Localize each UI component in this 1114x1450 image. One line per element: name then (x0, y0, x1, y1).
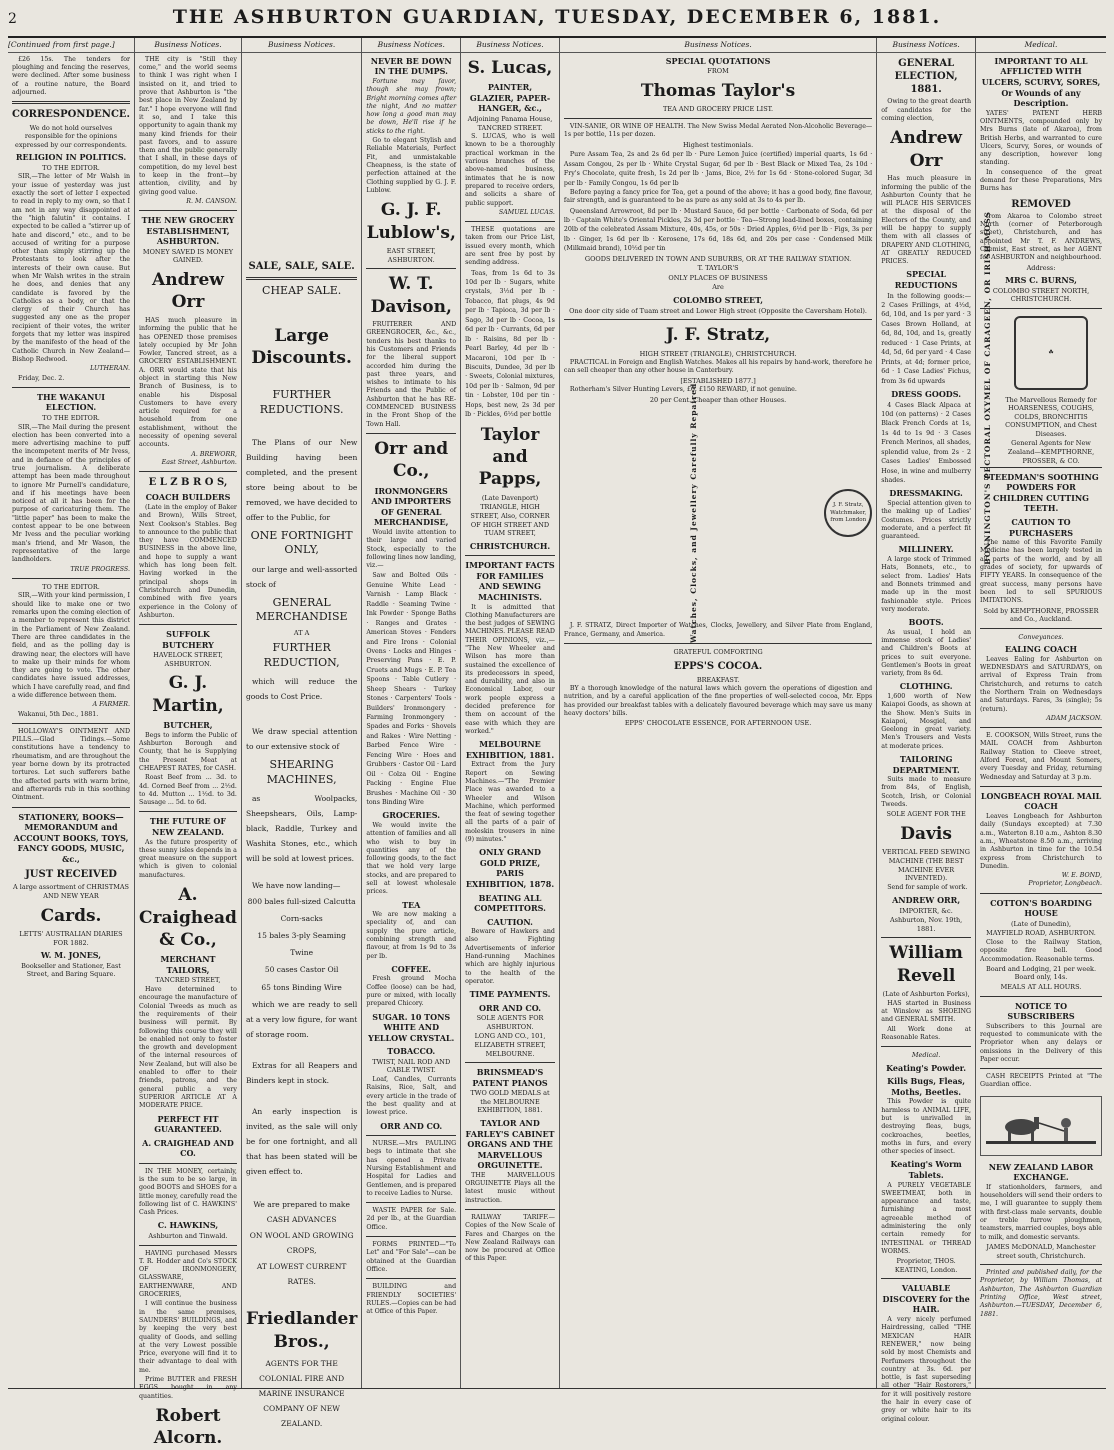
building-notice: BUILDING and FRIENDLY SOCIETIES' RULES.—Copies can be had at Office of this Paper. (366, 1283, 457, 1316)
special-quotations: SPECIAL QUOTATIONS (665, 55, 771, 66)
brinsmead-heading: BRINSMEAD'S PATENT PIANOS (472, 1067, 548, 1088)
jones-name: W. M. JONES, (40, 950, 102, 961)
never-heading: NEVER BE DOWN IN THE DUMPS. (370, 55, 452, 77)
stock-body: our large and well-assorted stock of (245, 564, 358, 589)
lucas-sub: PAINTER, GLAZIER, PAPER-HANGER, &c., (469, 82, 551, 114)
established: [ESTABLISHED 1877.] (680, 376, 756, 385)
special-body: In the following goods:— 2 Cases Frillings, at 4½d, 6d, 10d, and 1s per yard · 3 Cases Brown Holland, at 6d, 8d, 10d, and 1s, greatly reduced · 1 Case Prints, at 4d, 5d, 6d per yard · 4 Case Prints, at 4d; former price, 6d · 1 Case Ladies' Fichus, from 3s 6d upwards (881, 292, 972, 385)
watch-label: J. F. Stratz, Watchmaker, from London (830, 502, 867, 523)
notice-body: Subscribers to this Journal are requested to communicate with the Proprietor when any delays or omissions in the Delivery of this Paper occur. (980, 1022, 1103, 1063)
cottons-sub: (Late of Dunedin), (1010, 919, 1072, 928)
taylor-papps-address: TRIANGLE, HIGH STREET, Also, CORNER OF HIGH STREET AND TUAM STREET, (470, 503, 550, 538)
long-co: LONG AND CO., 101, ELIZABETH STREET, MELBOURNE. (474, 1032, 546, 1058)
remedy-agents: General Agents for New Zealand—KEMPTHORNE, PROSSER, & CO. (1007, 439, 1095, 465)
sole-agent: SOLE AGENT FOR THE (886, 810, 966, 819)
important-facts: IMPORTANT FACTS FOR FAMILIES AND SEWING MACHINISTS. (465, 560, 555, 602)
column-header: Medical. (976, 40, 1106, 53)
special-reductions: SPECIAL REDUCTIONS (894, 269, 958, 291)
plans-body: The Plans of our New Building having been completed, and the present store being about to be removed, we have decided to offer to the Public, for (245, 437, 358, 522)
from-label: FROM (707, 67, 729, 76)
breakfast: BREAKFAST. (696, 675, 740, 684)
groceries-heading: GROCERIES. (382, 810, 441, 821)
tea-price-list: TEA AND GROCERY PRICE LIST. (663, 105, 774, 114)
revell-sub: (Late of Ashburton Forks), (882, 990, 970, 999)
board-rates: Board and Lodging, 21 per week. Board only, 14s. (985, 964, 1097, 982)
removed-heading: REMOVED (1011, 198, 1071, 210)
at-a: AT A (293, 628, 310, 637)
dressmaking: DRESSMAKING. (889, 488, 963, 499)
further-reductions: FURTHER REDUCTIONS. (259, 388, 344, 416)
cost-body: which will reduce the goods to Cost Price. (245, 677, 358, 702)
stratz-importer: J. F. STRATZ, Direct Importer of Watches, Clocks, Jewellery, and Silver Plate from England, France, Germany, and America. (563, 622, 873, 638)
hodder-body: I will continue the business in the same premises, SAUNDERS' BUILDINGS, and by keeping the very best quality of Goods, and selling at the very Lowest possible Price, everyone will find it to their advantage to deal with me. (139, 1300, 237, 1374)
shearing-heading: SHEARING MACHINES, (266, 758, 337, 786)
testimonials: Highest testimonials. (683, 140, 754, 149)
cottons-address: MAYFIELD ROAD, ASHBURTON. (986, 929, 1096, 938)
never-verse: Fortune may favor, though she may frown; Bright morning comes after the night, And no matter how long a good man may be down, He'll rise if he sticks to the right. (366, 77, 457, 135)
bond-name: W. E. BOND, (1061, 872, 1103, 880)
t-taylor: T. TAYLOR'S (697, 264, 739, 273)
elz-name: E L Z B R O S, (148, 477, 228, 489)
davison-name: W. T. Davison, (370, 274, 452, 317)
letter-title: THE WAKANUI ELECTION. (37, 391, 105, 413)
landing-item: 15 bales 3-ply Seaming Twine (257, 931, 346, 957)
conveyances-header: Conveyances. (1018, 632, 1064, 641)
orr-signature: ANDREW ORR, (892, 894, 961, 905)
tobacco-sub: TWIST, NAIL ROD AND CABLE TWIST. (372, 1057, 451, 1075)
price-list: Teas, from 1s 6d to 3s 10d per lb · Sugars, white crystals, 3½d per lb · Tobacco, flat plugs, 4s 9d per lb · Tapioca, 3d per lb · Sago, 3d per lb · Cocoa, 1s 6d per lb · Currants, 6d per lb · Raisins, 8d per lb · Pearl Barley, 4d per lb · Macaroni, 10d per lb · Biscuits, Dundee, 3d per lb · Sweets, Colonial mixtures, 10d per lb · Salmon, 9d per tin · Lobster, 10d per tin · Hops, best new, 2s 3d per lb · Pickles, 6½d per bottle (465, 269, 555, 419)
craighead-name: A. Craighead & Co., (139, 885, 237, 950)
letter-date: Friday, Dec. 2. (18, 374, 65, 382)
fancy-price-note: Before paying a fancy price for Tea, get a pound of the above; it has a good body, fine flavour, fair strength, and is guaranteed to be as pure as any sold at 3s to 4s per lb. (563, 188, 873, 205)
valuable-discovery: VALUABLE DISCOVERY for the HAIR. (882, 1283, 970, 1315)
worm-tablets: Keating's Worm Tablets. (890, 1159, 962, 1181)
column-header: Business Notices. (135, 40, 241, 53)
orr-address: East Street, Ashburton. (161, 458, 237, 466)
stationery-heading: STATIONERY, BOOKS—MEMORANDUM and ACCOUNT BOOKS, TOYS, FANCY GOODS, MUSIC, &c., (13, 811, 129, 864)
column-header: Business Notices. (242, 40, 361, 53)
send-sample: Send for sample of work. (887, 883, 968, 891)
lead-text: £26 15s. The tenders for ploughing and fencing the reserves, were declined. After some business of a routine nature, the Board adjourned. (12, 55, 131, 97)
letter-body: SIR,—With your kind permission, I should like to make one or two remarks upon the coming election of a member to represent this district in the Parliament of New Zealand. There are three candidates in the field, and as the polling day is drawing near, the electors will have to make up their minds for whom they are going to vote. The other candidates have issued addresses, which I have carefully read, and find a wide difference between them. (12, 592, 131, 699)
taylor-prices-2: Queensland Arrowroot, 8d per lb · Mustard Sauce, 6d per bottle · Carbonate of Soda, 6d per lb · Captain White's Oriental Pickles, 2s 3d per bottle · Tea—Strong lead-lined boxes, containing 20lb of the celebrated Assam Mixture, 40s, 45s, or 50s · Dried Apples, 6½d per lb · Figs, 3s per lb · Ginger, 1s 6d per lb · Kerosene, 17s 6d, 18s 6d, and 20s per case · Condensed Milk (Milkmaid brand), 10½d per tin (563, 207, 873, 253)
burns-address: COLOMBO STREET NORTH, CHRISTCHURCH. (992, 286, 1090, 304)
letter-to: TO THE EDITOR. (42, 413, 100, 422)
labor-exchange-engraving (980, 1096, 1102, 1156)
martin-sub: BUTCHER, (163, 720, 213, 731)
grocery-heading: THE NEW GROCERY ESTABLISHMENT, ASHBURTON. (141, 215, 235, 247)
labor-exchange: NEW ZEALAND LABOR EXCHANGE. (988, 1161, 1094, 1183)
boots-body: As usual, I hold an immense stock of Ladies' and Children's Boots at prices to suit everyone. Gentlemen's Boots in great variety, from 8s 6d. (881, 628, 972, 678)
taylor-papps-sub: (Late Davenport) (481, 493, 539, 502)
orr-name: Andrew Orr (152, 270, 224, 313)
adam-jackson: ADAM JACKSON. (1046, 714, 1103, 722)
goods-delivered: GOODS DELIVERED IN TOWN AND SUBURBS, OR AT THE RAILWAY STATION. (584, 254, 852, 263)
mcdonald: JAMES McDONALD, Manchester street south, Christchurch. (986, 1242, 1096, 1260)
are-label: Are (712, 283, 724, 292)
woolpacks-body: as Woolpacks, Sheepshears, Oils, Lamp-black, Raddle, Turkey and Washita Stones, etc., which will be sold at lowest prices. (245, 794, 358, 864)
letter-title: RELIGION IN POLITICS. (15, 152, 127, 163)
craighead-signature: A. CRAIGHEAD AND CO. (142, 1137, 234, 1159)
cards-heading: Cards. (40, 905, 102, 926)
stratz-address: HIGH STREET (TRIANGLE), CHRISTCHURCH. (639, 349, 797, 358)
millinery: MILLINERY. (898, 544, 954, 555)
cottons-body: Close to the Railway Station, opposite fire bell. Good Accommodation. Reasonable terms. (980, 938, 1103, 963)
landing-item: 800 bales full-sized Calcutta Corn-sacks (247, 897, 356, 923)
important-body: It is admitted that Clothing Manufacturers are the best judges of SEWING MACHINES. PLEASE READ THEIR OPINIONS, viz.,— "The New Wheeler and Wilson has more than sustained the excellence of its predecessors in speed, and durability, and also in Economical Labor, our work people express a decided preference for them on account of the ease with which they are worked." (465, 603, 555, 735)
letter-signature: A FARMER. (92, 701, 131, 709)
orr-date: Ashburton, Nov. 19th, 1881. (889, 916, 963, 933)
worm-body: A PURELY VEGETABLE SWEETMEAT, both in appearance and taste, furnishing a most agreeable method of administering the only certain remedy for INTESTINAL or THREAD WORMS. (881, 1181, 972, 1255)
millinery-body: A large stock of Trimmed Hats, Bonnets, etc., to select from. Ladies' Hats and Bonnets trimmed and made up in the most fashionable style. Prices very moderate. (881, 556, 972, 613)
insurance-agents: AGENTS FOR THE COLONIAL FIRE AND MARINE INSURANCE COMPANY OF NEW ZEALAND. (258, 1359, 345, 1429)
craighead-body: Have determined to encourage the manufacture of Colonial Tweeds as much as the requirements of their business will permit. By following this course they will be enabled not only to foster the growth and development of the internal resources of New Zealand, but will also be enabled to offer to their friends, patrons, and the general public a very SUPERIOR ARTICLE AT A MODERATE PRICE. (139, 986, 237, 1110)
hawkins-body: IN THE MONEY, certainly, is the sum to be so large, in good BOOTS and SHOES for a little money, carefully read the following list of C. HAWKINS' Cash Prices. (139, 1167, 237, 1217)
elz-body: (Late in the employ of Baker and Brown), Wills Street, Next Cookson's Stables. Beg to announce to the public that they have COMMENCED BUSINESS in the above line, and hope to supply a want which has long been felt. Having worked in the principal shops in Christchurch and Dunedin, combined with five years experience in the Colony of Ashburton. (139, 503, 237, 619)
dressmaking-body: Special attention given to the making up of Ladies' Costumes. Prices strictly moderate, and a perfect fit guaranteed. (881, 499, 972, 541)
taylor-papps-city: CHRISTCHURCH. (469, 540, 551, 551)
letter-signature: TRUE PROGRESS. (70, 565, 131, 573)
stratz-side-text: Watches, Clocks, and Jewellery Carefully Repaired (689, 383, 699, 644)
dress-body: 4 Cases Black Alpaca at 10d (on patterns) · 2 Cases Black French Cords at 1s, 1s 4d to 1s 9d · 3 Cases French Merinos, all shades, splendid value, from 2s · 2 Cases Ladies' Embossed Hose, in wine and mulberry shades. (881, 401, 972, 484)
orr-co-agents: ORR AND CO. (479, 1002, 541, 1013)
current-rates: AT LOWEST CURRENT RATES. (256, 1262, 347, 1287)
holloway-notice: HOLLOWAY'S OINTMENT AND PILLS.—Glad Tidings.—Some constitutions have a tendency to rheumatism, and are throughout the year borne down by its protracted tortures. Let such sufferers bathe the affected parts with warm brine, and afterwards rub in this soothing Ointment. (12, 727, 131, 802)
landing-heading: We have now landing— (251, 881, 341, 891)
epps-cocoa: EPPS'S COCOA. (673, 661, 763, 673)
tailoring-body: Suits made to measure from 84s, of English, Scotch, Irish, or Colonial Tweeds. (881, 776, 972, 809)
tobacco-body: Loaf, Candles, Currants Raisins, Rice, Salt, and every article in the trade of the best quality and at lowest price. (366, 1076, 457, 1117)
future-body: As the future prosperity of these sunny isles depends in a great measure on the support which is given to colonial manufactures. (139, 838, 237, 879)
xmas-text: A large assortment of CHRISTMAS AND NEW YEAR (12, 883, 130, 901)
orr-body: HAS much pleasure in informing the public that he has OPENED those premises lately occupied by Mr John Fowler, Tancred street, as a GROCERY ESTABLISHMENT. A. ORR would state that his object in starting this New Branch of Business, is to enable his Disposal Customers to have every article required for a household from one establishment, without the necessity of opening several accounts. (139, 316, 237, 449)
tea-body: We are now making a speciality of, and can supply the pure article, combining strength and flavour, at from 1s 9d to 3s per lb. (366, 911, 457, 960)
hawkins-name: C. HAWKINS, (157, 1220, 219, 1231)
column-header: [Continued from first page.] (8, 40, 134, 53)
colombo-street: COLOMBO STREET, (673, 295, 764, 306)
dress-goods: DRESS GOODS. (891, 388, 962, 399)
lublow-name: G. J. F. Lublow's, (366, 200, 456, 243)
revell-name: William Revell (889, 943, 963, 986)
consequence-body: In consequence of the great demand for these Preparations, Mrs Burns has (980, 168, 1103, 193)
organs-heading: TAYLOR AND FARLEY'S CABINET ORGANS AND THE MARVELLOUS ORGUINETTE. (465, 1118, 555, 1171)
longbeach-body: Leaves Longbeach for Ashburton daily (Sundays excepted) at 7.30 a.m., Waterton 8.10 a.m., Ashton 8.30 a.m., Wheatstone 8.50 a.m., arriving in Ashburton in time for the 10.54 express from Christchurch to Dunedin. (980, 813, 1103, 870)
coffee-heading: COFFEE. (391, 963, 432, 974)
column-4 (362, 38, 461, 1388)
canson-notice: THE city is "Still they come," and the world seems to think I was right when I insisted on it, and tried to prove that Ashburton is "the best place in New Zealand by far." I hope everyone will find it so, and I take this opportunity to again thank my many kind friends for their past favors, and to assure them and the public generally that I shall, in these days of competition, do my level best to keep in the front—by attention, civility, and by giving good value. (139, 55, 237, 196)
valuable-body: A very nicely perfumed Hairdressing, called "THE MEXICAN HAIR RENEWER," now being sold by most Chemists and Perfumers throughout the country at 3s. 6d. per bottle, is fast superseding all other "Hair Restorers," for it will positively restore the hair in every case of grey or white hair to its original colour. (881, 1316, 972, 1423)
tobacco-heading: TOBACCO. (387, 1046, 436, 1057)
orr-body: Has much pleasure in informing the public of the Ashburton County that he will PLACE HIS SERVICES at the disposal of the Electors of the County, and will be happy to supply them with all classes of DRAPERY AND CLOTHING, AT GREATLY REDUCED PRICES. (881, 175, 972, 266)
advances: We are prepared to make CASH ADVANCES (253, 1200, 350, 1225)
perfect-fit: PERFECT FIT GUARANTEED. (154, 1113, 222, 1135)
imprint: Printed and published daily, for the Proprietor, by William Thomas, at Ashburton, The Ashburton Guardian Printing Office, West street, Ashburton.—TUESDAY, December 6, 1881. (980, 1269, 1103, 1318)
caution-body: The name of this Favorite Family Medicine has been largely tested in all parts of the world, and by all grades of society, for upwards of FIFTY YEARS. In consequence of the great success, many persons have been led to sell SPURIOUS IMITATIONS. (980, 539, 1103, 605)
orr-co-body: Would invite attention to their large and varied Stock, especially to the following lines now landing, viz.— (366, 528, 457, 570)
lucas-signature: SAMUEL LUCAS. (498, 208, 555, 216)
tailoring: TAILORING DEPARTMENT. (892, 754, 960, 775)
worm-proprietor: Proprietor, THOS. KEATING, London. (894, 1257, 958, 1274)
sole-agents: SOLE AGENTS FOR ASHBURTON. (476, 1014, 544, 1031)
clothing-body: 1,600 worth of New Kaiapoi Goods, as shown at the Show. Men's Suits in Kaiapoi, Mosgiel, and Geelong in great variety. Men's Trousers and Vests at moderate prices. (881, 692, 972, 750)
revell-body-2: All Work done at Reasonable Rates. (881, 1025, 972, 1041)
hodder-heading: HAVING purchased Messrs T. R. Hodder and Co's STOCK OF IRONMONGERY, GLASSWARE, EARTHENWARE, AND GROCERIES, (139, 1249, 237, 1299)
nurse-notice: NURSE.—Mrs PAULING begs to intimate that she has opened a Private Nursing Establishment and Hospital for Ladies and Gentlemen, and is prepared to receive Ladies to Nurse. (366, 1140, 457, 1197)
landing-item: 65 tons Binding Wire (261, 982, 342, 992)
letter-body: SIR,—The letter of Mr Walsh in your issue of yesterday was just exactly the sort of letter I expected to read in reply to my own, so that I am not in any way disappointed at the "high falutin" it contains. I expected to be called a "stirrer up of hate and discord," etc., and to be accused of writing for a purpose other than simply stirring up the Protestants to look after the interests of their own cause. But when Mr Walsh writes in the strain he does, and denies that any candidate is favored by the Catholics as a body, or that the clergy of their Church has suggested any one as the proper recipient of their votes, the writer forgets that my letter was inspired by the manifesto of the head of the Catholic Church in New Zealand—Bishop Redwood. (12, 173, 131, 363)
sugar-heading: SUGAR. 10 TONS WHITE AND YELLOW CRYSTAL. (368, 1011, 455, 1043)
lucas-address: Adjoining Panama House, TANCRED STREET. (467, 114, 553, 132)
davis-sub: VERTICAL FEED SEWING MACHINE (THE BEST MACHINE EVER INVENTED). (882, 848, 970, 883)
attention-body: We draw special attention to our extensive stock of (245, 727, 358, 752)
yates-body: YATES' PATENT HERB OINTMENTS, compounded only by Mrs Burns (late of Akaroa), from British Herbs, and warranted to cure Ulcers, Scurvy, Sores, or wounds of any description, however long standing. (980, 109, 1103, 167)
craighead-sub: MERCHANT TAILORS, (160, 954, 216, 975)
cookson-notice: E. COOKSON, Wills Street, runs the MAIL COACH from Ashburton Railway Station to Cleeve street, Alford Forest, and Mount Somers, every Tuesday and Friday, returning Wednesday and Saturday at 3 p.m. (980, 732, 1103, 781)
only-places: ONLY PLACES OF BUSINESS (668, 273, 768, 282)
orr-co-list: Saw and Bolted Oils · Genuine White Lead · Varnish · Lamp Black · Raddle · Seaming Twine · Ink Powder · Sponge Baths · Ranges and Grates · American Stoves · Fenders and Fire Irons · Colonial Ovens · Locks and Hinges · Preserving Pans · E. P. Cruets and Mugs · E. P. Tea Spoons · Table Cutlery · Sheep Shears · Turkey Stones · Carpenters' Tools · Builders' Ironmongery · Farming Ironmongery · Spades and Forks · Shovels and Rakes · Wire Netting · Barbed Fence Wire · Fencing Wire · Hoes and Grubbers · Castor Oil · Lard Oil · Colza Oil · Engine Packing · Engine Flue Brushes · Machine Oil · 30 tons Binding Wire (366, 572, 457, 806)
extras-body: Extras for all Reapers and Binders kept in stock. (245, 1061, 358, 1086)
lublow-address: EAST STREET, ASHBURTON. (386, 247, 436, 264)
orr-signature: A. BREWORR, (191, 450, 237, 458)
grateful: GRATEFUL COMFORTING (673, 647, 763, 656)
butter-eggs: Prime BUTTER and FRESH EGGS bought in any quantities. (139, 1376, 237, 1400)
column-7 (877, 38, 976, 1423)
melbourne-body: Extract from the Jury Report on Sewing Machines.—"The Premier Place was awarded to a Wheeler and Wilson Machine, which performed the feat of sewing together all the parts of a pair of moleskin trousers in nine (9) minutes." (465, 761, 555, 844)
bond-sub: Proprietor, Longbeach. (1028, 880, 1103, 888)
just-received: JUST RECEIVED (25, 869, 117, 881)
wool-crops: ON WOOL AND GROWING CROPS, (249, 1231, 354, 1256)
epps-chocolate: EPPS' CHOCOLATE ESSENCE, FOR AFTERNOON USE. (624, 719, 812, 728)
pocket-watch-icon (824, 489, 872, 537)
orr-name: Andrew Orr (890, 128, 963, 171)
martin-prices: Roast Beef from ... 3d. to 4d. Corned Beef from ... 2½d. to 4d. Mutton ... 1½d. to 3d. Sausage ... 5d. to 6d. (139, 774, 237, 807)
epps-body: BY a thorough knowledge of the natural laws which govern the operations of digestion and nutrition, and by a careful application of the fine properties of well-selected cocoa, Mr. Epps has provided our breakfast tables with a delicately flavoured beverage which may save us many heavy doctors' bills. (563, 685, 873, 718)
disclaimer: We do not hold ourselves responsible for the opinions expressed by our correspondents. (15, 123, 127, 149)
groceries-body: We would invite the attention of families and all who wish to buy in quantities any of the following goods, to the fact that we hold very large stocks, and are prepared to sell at lowest wholesale prices. (366, 821, 457, 896)
longbeach-coach: LONGBEACH ROYAL MAIL COACH (980, 790, 1102, 812)
bonnington-side-text: BONNINGTON'S PECTORAL OXYMEL OF CARAGEEN, OR IRISH MOSS (983, 211, 993, 565)
stratz-body: PRACTICAL in Foreign and English Watches. Makes all his repairs by hand-work, therefore he can sell cheaper than any other house in Canterbury. (563, 359, 873, 375)
page-title: THE ASHBURTON GUARDIAN, TUESDAY, DECEMBER 6, 1881. (172, 6, 942, 28)
marvellous-remedy: The Marvellous Remedy for HOARSENESS, COUGHS, COLDS, BRONCHITIS CONSUMPTION, and Chest Diseases. (1005, 395, 1097, 438)
orr-co-signature: ORR AND CO. (380, 1120, 443, 1131)
caution-heading: CAUTION. (487, 916, 533, 927)
ealing-coach: EALING COACH (1004, 644, 1078, 655)
rotherham: Rotherham's Silver Hunting Levers, £6. £150 REWARD, if not genuine. (569, 386, 797, 394)
election-heading: GENERAL ELECTION, 1881. (894, 57, 958, 96)
cheap-sale: CHEAP SALE. (262, 284, 342, 298)
thomas-taylor-name: Thomas Taylor's (640, 81, 796, 102)
election-body: Owing to the great dearth of candidates for the coming election, (881, 98, 972, 123)
davison-body: FRUITERER AND GREENGROCER, &c., &c., tenders his best thanks to his Customers and Friends for the liberal support accorded him during the past three years, and wishes to intimate to his Friends and the Public of Ashburton that he has RE-COMMENCED BUSINESS in the Front Shop of the Town Hall. (366, 321, 457, 428)
lucas-name: S. Lucas, (467, 57, 553, 78)
martin-name: G. J. Martin, (152, 673, 224, 716)
friedlander-name: Friedlander Bros., (245, 1309, 358, 1352)
notice-subscribers: NOTICE TO SUBSCRIBERS (1007, 1000, 1075, 1022)
beating-all: BEATING ALL COMPETITORS. (474, 892, 546, 914)
letter-body: SIR,—The Mail during the present election has been converted into a mere advertising machine to puff the incompetent merits of Mr Ivess, and in defiance of the principles of true journalism. A deliberate attempt has been made throughout to ignore Mr Purnell's candidature, and if his meetings have been noticed at all it has been for the purpose of caricaturing them. The "little paper" has been to make the contest appear to be one between Mr Ivess and the peculiar working man's friend, and Mr Wason, the representative of the large landholders. (12, 423, 131, 564)
column-8 (976, 38, 1106, 1388)
never-body: Go to elegant Stylish and Reliable Materials, Perfect Fit, and unmistakable Cheapness, is the state of perfection attained at the Clothing supplied by G. J. F. Lublow. (366, 137, 457, 194)
sale-heading: SALE, SALE, SALE. (248, 260, 355, 272)
brinsmead-sub: TWO GOLD MEDALS at the MELBOURNE EXHIBITION, 1881. (470, 1089, 550, 1115)
suffolk-address: HAVELOCK STREET, ASHBURTON. (153, 651, 223, 668)
column-header: Business Notices. (560, 40, 876, 53)
column-header: Business Notices. (362, 40, 460, 53)
keatings-body: This Powder is quite harmless to ANIMAL LIFE, but is unrivalled in destroying fleas, bugs, cockroaches, beetles, moths in furs, and every other species of insect. (881, 1098, 972, 1156)
fortnight: ONE FORTNIGHT ONLY, (250, 528, 353, 557)
taylor-papps-name: Taylor and Papps, (478, 424, 542, 490)
colombo-body: One door city side of Tuam street and Lower High street (Opposite the Caversham Hotel). (569, 306, 867, 315)
time-payments: TIME PAYMENTS. (469, 989, 551, 1000)
page-number: 2 (8, 11, 17, 27)
cash-receipts: CASH RECEIPTS Printed at "The Guardian office. (980, 1073, 1103, 1089)
letter-signature: LUTHERAN. (90, 365, 131, 373)
elz-sub: COACH BUILDERS (145, 492, 231, 503)
orr-co-sub: IRONMONGERS AND IMPORTERS OF GENERAL MERCHANDISE, (371, 485, 452, 528)
hawkins-address: Ashburton and Tinwald. (148, 1232, 228, 1241)
almanacs: LETTS' AUSTRALIAN DIARIES FOR 1882. (19, 930, 123, 947)
column-1 (8, 38, 135, 1388)
columns (8, 38, 1106, 1449)
inspection-body: An early inspection is invited, as the sale will only be for one fortnight, and all that has been stated will be given effect to. (245, 1107, 358, 1177)
alcorn-name: Robert Alcorn. (153, 1405, 223, 1449)
column-header: Business Notices. (461, 40, 559, 53)
craighead-address: TANCRED STREET, (155, 976, 221, 985)
column-5 (461, 38, 560, 1388)
meals: MEALS AT ALL HOURS. (1000, 983, 1082, 991)
removed-body: from Akaroa to Colombo street North (corner of Peterborough street), Christchurch, and has appointed Mr T. F. ANDREWS, Chemist, East street, as her AGENT for ASHBURTON and neighbourhood. (980, 212, 1103, 262)
letter-to: TO THE EDITOR. (42, 163, 100, 172)
waste-paper-notice: WASTE PAPER for Sale. 2d per lb., at the Guardian Office. (366, 1207, 457, 1231)
suffolk-heading: SUFFOLK BUTCHERY (162, 629, 214, 650)
caution-purchasers: CAUTION TO PURCHASERS (1008, 517, 1074, 538)
jones-address: Bookseller and Stationer, East Street, and Baring Square. (21, 961, 121, 979)
letter-to: TO THE EDITOR. (42, 582, 100, 591)
future-heading: THE FUTURE OF NEW ZEALAND. (149, 816, 227, 838)
steedman-sold: Sold by KEMPTHORNE, PROSSER and Co., Auckland. (983, 606, 1099, 624)
labor-body: If stationholders, farmers, and householders will send their orders to me, I will guarantee to supply them with first-class male servants, double or treble furrow ploughmen, teamsters, married couples, boys able to milk, and domestic servants. (980, 1183, 1103, 1241)
ealing-body: Leaves Ealing for Ashburton on WEDNESDAYS and SATURDAYS, on arrival of Express Train from Christchurch, and returns to catch the Northern Train on Wednesdays and Saturdays. Fares, 3s (single); 5s (return). (980, 655, 1103, 713)
column-header: Business Notices. (877, 40, 975, 53)
column-3 (242, 38, 362, 1429)
caution-body: Beware of Hawkers and also Fighting Advertisements of inferior Hand-running Machines which are highly injurious to the health of the operator. (465, 928, 555, 985)
taylor-prices: Pure Assam Tea, 2s and 2s 6d per lb · Pure Lemon Juice (certified) imperial quarts, 1s 6d · Assam Congou, 2s per lb · White Crystal Sugar, 6d per lb · Best Black or Mixed Tea, 2s 10d · Fry's Chocolate, quite fresh, 1s 2d per lb · Jams, Bice, 2½ for 1s 6d · Stone-colored Sugar, 3d per lb · Family Congou, 1s 6d per lb (563, 151, 873, 187)
melbourne-heading: MELBOURNE EXHIBITION, 1881. (465, 739, 555, 760)
vin-sanie: VIN-SANIE, OR WINE OF HEALTH. The New Swiss Medal Aerated Non-Alcoholic Beverage—1s per bottle, 11s per dozen. (563, 123, 873, 139)
storage-body: which we are ready to sell at a very low figure, for want of storage room. (245, 1000, 358, 1040)
orguinette-body: THE MARVELLOUS ORGUINETTE Plays all the latest music without instruction. (465, 1171, 555, 1204)
letter-date: Wakanui, 5th Dec., 1881. (18, 710, 99, 718)
moss-shield-icon: ☘ (1014, 316, 1088, 390)
lucas-body: S. LUCAS, who is well known to be a thoroughly practical workman in the various branches of the above-named business, intimates that he is now prepared to receive orders, and solicits a share of public support. (465, 133, 555, 207)
railway-tariff: RAILWAY TARIFF.—Copies of the New Scale of Fares and Charges on the New Zealand Railways can now be procured at Office of this Paper. (465, 1213, 555, 1263)
boots: BOOTS. (908, 617, 944, 628)
cottons-boarding: COTTON'S BOARDING HOUSE (990, 897, 1092, 919)
price-list-intro: THESE quotations are taken from our Price List, issued every month, which are sent free by post by sending address. (465, 226, 555, 267)
davis-name: Davis (900, 823, 952, 844)
medical-header: Medical. (911, 1051, 941, 1060)
column-2 (135, 38, 242, 1449)
burns-name: MRS C. BURNS, (1005, 275, 1077, 286)
landing-item: 50 cases Castor Oil (264, 965, 339, 975)
keatings-powder: Keating's Powder. (886, 1062, 967, 1073)
merchandise: GENERAL MERCHANDISE (255, 595, 348, 624)
forms-notice: FORMS PRINTED—"To Let" and "For Sale"—can be obtained at the Guardian Office. (366, 1241, 457, 1273)
tea-heading: TEA (402, 899, 421, 910)
canson-signature: R. M. CANSON. (186, 197, 237, 205)
steedman-heading: STEEDMAN'S SOOTHING POWDERS FOR CHILDREN CUTTING TEETH. (983, 471, 1099, 514)
orr-co-name: Orr and Co., (374, 438, 449, 482)
stratz-name: J. F. Stratz, (665, 325, 771, 346)
paris-prize: ONLY GRAND GOLD PRIZE, PARIS EXHIBITION, 1878. (465, 847, 555, 889)
discounts-heading: Large Discounts. (251, 325, 352, 369)
clothing: CLOTHING. (899, 681, 953, 692)
revell-body: HAS started in Business at Winslow as SHOEING and GENERAL SMITH. (881, 999, 972, 1024)
orr-importer: IMPORTER, &c. (899, 906, 953, 915)
martin-body: Begs to inform the Public of Ashburton Borough and County, that he is Supplying the Present Meat at CHEAPEST RATES, for CASH. (139, 731, 237, 772)
address-label: Address: (1026, 263, 1056, 272)
horse-plough-icon (986, 1101, 1096, 1151)
column-6 (560, 38, 877, 1388)
masthead (8, 6, 1106, 38)
important-heading: IMPORTANT TO ALL AFFLICTED WITH ULCERS, SCURVY, SORES, Or Wounds of any Description. (981, 55, 1101, 109)
money-saved: MONEY SAVED IS MONEY GAINED. (142, 247, 234, 265)
coffee-body: Fresh ground Mocha Coffee (loose) can be had, pure or mixed, with locally prepared Chicory. (366, 975, 457, 1008)
cheaper: 20 per Cent. Cheaper than other Houses. (649, 395, 787, 404)
further-reduction: FURTHER REDUCTION, (263, 641, 340, 669)
section-heading: CORRESPONDENCE. (12, 109, 131, 121)
kills-bugs: Kills Bugs, Fleas, Moths, Beetles. (887, 1076, 966, 1097)
